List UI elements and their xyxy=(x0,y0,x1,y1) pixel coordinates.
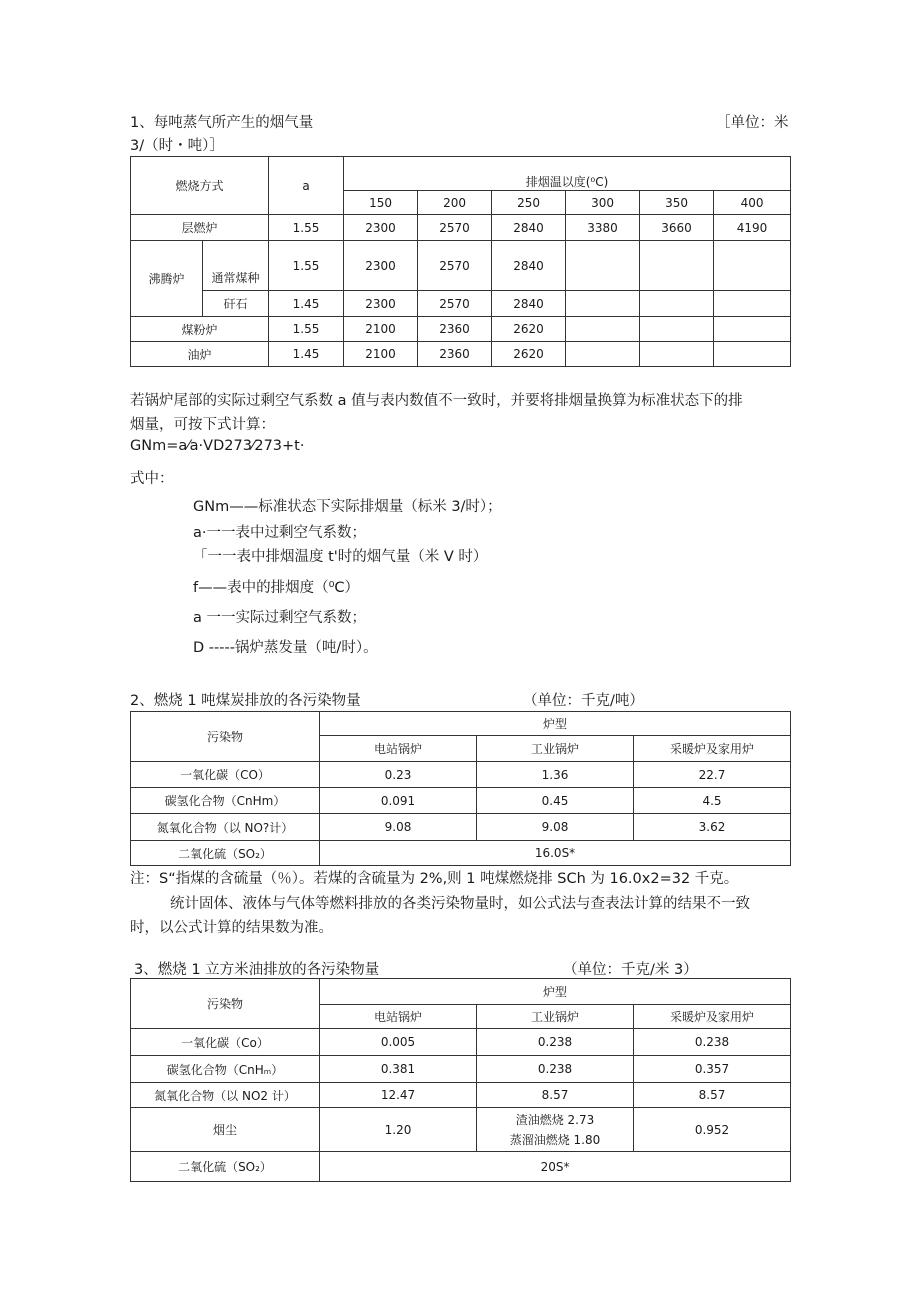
type-heating: 采暖炉及家用炉 xyxy=(634,1005,791,1029)
section1-heading: 1、每吨蒸气所产生的烟气量 xyxy=(130,115,314,131)
table-cell: 0.45 xyxy=(477,788,634,814)
so2-value: 16.0S* xyxy=(320,841,791,866)
coal-pollutant-table xyxy=(130,711,791,866)
table-cell: 22.7 xyxy=(634,762,791,788)
table-cell: 3380 xyxy=(566,215,640,241)
table-cell: 4.5 xyxy=(634,788,791,814)
temp-250: 250 xyxy=(492,191,566,215)
header-boiler-type: 炉型 xyxy=(320,712,791,736)
table-cell: 2620 xyxy=(492,342,566,367)
table-cell: 2100 xyxy=(344,342,418,367)
temp-300: 300 xyxy=(566,191,640,215)
table-cell: 0.005 xyxy=(320,1029,477,1056)
table-cell: 9.08 xyxy=(320,814,477,841)
row-label: 通常煤种 xyxy=(203,241,269,291)
temp-200: 200 xyxy=(418,191,492,215)
oil-pollutant-table xyxy=(130,978,791,1182)
row-label: 氮氧化合物（以 NO2 计） xyxy=(131,1083,320,1108)
table-cell: 2570 xyxy=(418,241,492,291)
dust-heating: 0.952 xyxy=(634,1108,791,1152)
row-label: 二氧化硫（SO₂） xyxy=(131,841,320,866)
section2-unit: （单位：千克/吨） xyxy=(523,693,644,709)
header-pollutant: 污染物 xyxy=(131,712,320,762)
table-cell: 8.57 xyxy=(634,1083,791,1108)
row-label-dust: 烟尘 xyxy=(131,1108,320,1152)
table-cell: 1.36 xyxy=(477,762,634,788)
header-pollutant: 污染物 xyxy=(131,979,320,1029)
row-label: 一氧化碳（CO） xyxy=(131,762,320,788)
dust-station: 1.20 xyxy=(320,1108,477,1152)
definition: D -----锅炉蒸发量（吨/时）。 xyxy=(193,640,378,656)
table-cell xyxy=(640,317,714,342)
table-cell xyxy=(640,241,714,291)
table-cell: 0.23 xyxy=(320,762,477,788)
flue-gas-table xyxy=(130,156,791,367)
paragraph: 若锅炉尾部的实际过剩空气系数 a 值与表内数值不一致时，并要将排烟量换算为标准状态下的排 xyxy=(130,393,743,409)
table-cell: 2300 xyxy=(344,291,418,317)
temp-400: 400 xyxy=(714,191,791,215)
table-cell: 0.357 xyxy=(634,1056,791,1083)
temp-150: 150 xyxy=(344,191,418,215)
row-group-label: 沸腾炉 xyxy=(131,241,203,317)
table-cell xyxy=(714,317,791,342)
table-cell: 2100 xyxy=(344,317,418,342)
table-cell xyxy=(714,342,791,367)
dust-industrial-distillate: 蒸溜油燃烧 1.80 xyxy=(509,1132,601,1147)
table-cell: 12.47 xyxy=(320,1083,477,1108)
formula: GNm=a⁄a·VD273⁄273+t· xyxy=(130,438,305,454)
row-label: 一氧化碳（Co） xyxy=(131,1029,320,1056)
type-heating: 采暖炉及家用炉 xyxy=(634,736,791,762)
type-station: 电站锅炉 xyxy=(320,736,477,762)
type-station: 电站锅炉 xyxy=(320,1005,477,1029)
table-cell: 0.238 xyxy=(634,1029,791,1056)
table-cell: 0.381 xyxy=(320,1056,477,1083)
header-method: 燃烧方式 xyxy=(131,157,269,215)
table-cell: 2840 xyxy=(492,215,566,241)
section1-unit: ［单位：米 xyxy=(716,115,789,131)
temp-350: 350 xyxy=(640,191,714,215)
table-cell xyxy=(714,241,791,291)
row-label: 二氧化硫（SO₂） xyxy=(131,1152,320,1182)
table-cell: 3660 xyxy=(640,215,714,241)
section3-heading: 3、燃烧 1 立方米油排放的各污染物量 xyxy=(134,962,380,978)
type-industrial: 工业锅炉 xyxy=(477,1005,634,1029)
row-a: 1.45 xyxy=(269,291,344,317)
dust-industrial-residue: 渣油燃烧 2.73 xyxy=(515,1112,595,1127)
row-a: 1.55 xyxy=(269,215,344,241)
table-cell: 3.62 xyxy=(634,814,791,841)
row-label: 油炉 xyxy=(131,342,269,367)
table-cell xyxy=(714,291,791,317)
so2-value: 20S* xyxy=(320,1152,791,1182)
table-cell: 0.238 xyxy=(477,1056,634,1083)
table-cell: 2840 xyxy=(492,241,566,291)
table-cell: 2360 xyxy=(418,317,492,342)
table-cell: 4190 xyxy=(714,215,791,241)
table-cell: 0.091 xyxy=(320,788,477,814)
header-a: a xyxy=(269,157,344,215)
row-label: 碳氢化合物（CnHₘ） xyxy=(131,1056,320,1083)
table-cell xyxy=(566,317,640,342)
paragraph: 统计固体、液体与气体等燃料排放的各类污染物量时，如公式法与查表法计算的结果不一致 xyxy=(170,896,750,912)
table-cell: 2570 xyxy=(418,291,492,317)
paragraph: 时，以公式计算的结果数为准。 xyxy=(130,920,333,936)
row-label: 碳氢化合物（CnHm） xyxy=(131,788,320,814)
table-cell xyxy=(566,291,640,317)
row-a: 1.45 xyxy=(269,342,344,367)
type-industrial: 工业锅炉 xyxy=(477,736,634,762)
dust-industrial xyxy=(477,1108,634,1152)
section3-unit: （单位：千克/米 3） xyxy=(563,962,698,978)
note: 注：S“指煤的含硫量（％）。若煤的含硫量为 2%,则 1 吨煤燃烧排 SCh 为 16.0x2=32 千克。 xyxy=(130,871,739,887)
row-label: 矸石 xyxy=(203,291,269,317)
table-cell: 2300 xyxy=(344,215,418,241)
definition: a 一一实际过剩空气系数； xyxy=(193,610,366,626)
where-label: 式中： xyxy=(130,471,174,487)
section2-heading: 2、燃烧 1 吨煤炭排放的各污染物量 xyxy=(130,693,361,709)
table-cell: 8.57 xyxy=(477,1083,634,1108)
header-boiler-type: 炉型 xyxy=(320,979,791,1005)
header-temperature: 排烟温以度(⁰C) xyxy=(344,157,791,191)
section1-unit-cont: 3/（时・吨）］ xyxy=(130,138,224,154)
row-label: 层燃炉 xyxy=(131,215,269,241)
table-cell: 9.08 xyxy=(477,814,634,841)
row-a: 1.55 xyxy=(269,317,344,342)
table-cell xyxy=(640,291,714,317)
table-cell: 2360 xyxy=(418,342,492,367)
row-label: 氮氧化合物（以 NO?计） xyxy=(131,814,320,841)
table-cell xyxy=(566,342,640,367)
table-cell xyxy=(640,342,714,367)
definition: f——表中的排烟度（⁰C） xyxy=(193,580,360,596)
paragraph: 烟量，可按下式计算： xyxy=(130,417,275,433)
definition: a·一一表中过剩空气系数； xyxy=(193,525,366,541)
row-a: 1.55 xyxy=(269,241,344,291)
table-cell: 0.238 xyxy=(477,1029,634,1056)
table-cell: 2840 xyxy=(492,291,566,317)
table-cell xyxy=(566,241,640,291)
definition: 「一一表中排烟温度 t'时的烟气量（米 V 时） xyxy=(193,549,488,565)
row-label: 煤粉炉 xyxy=(131,317,269,342)
definition: GNm——标准状态下实际排烟量（标米 3/时）； xyxy=(193,499,502,515)
table-cell: 2620 xyxy=(492,317,566,342)
table-cell: 2300 xyxy=(344,241,418,291)
table-cell: 2570 xyxy=(418,215,492,241)
